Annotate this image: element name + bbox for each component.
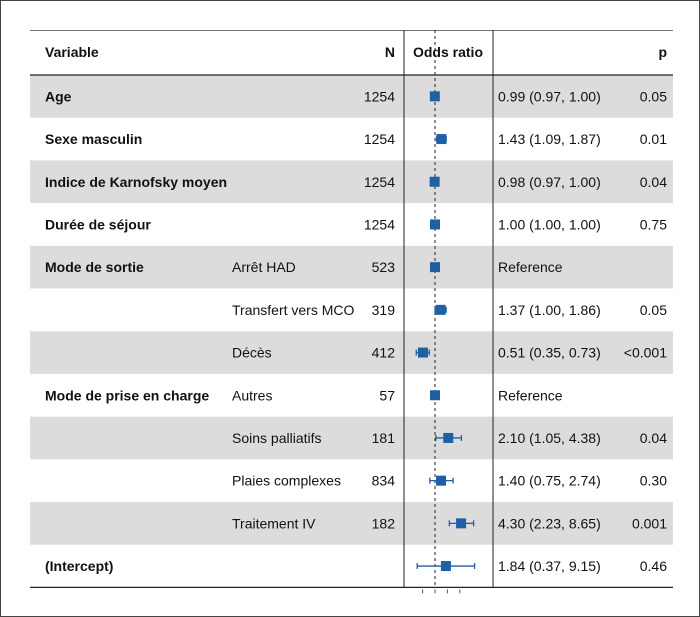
or-ci-text: 1.37 (1.00, 1.86) [498,301,601,318]
n-value: 412 [371,344,395,361]
or-point [441,561,451,571]
n-value: 523 [371,259,395,276]
n-value: 57 [379,387,395,404]
n-value: 182 [371,515,395,532]
n-value: 181 [371,429,395,446]
p-value: 0.01 [639,131,667,148]
level-label: Plaies complexes [232,472,341,489]
level-label: Décès [232,344,272,361]
p-value: 0.30 [639,472,667,489]
n-value: 319 [371,301,395,318]
or-point [430,390,440,400]
or-ci-text: Reference [498,259,563,276]
p-value: <0.001 [623,344,667,361]
or-point [430,91,440,101]
level-label: Traitement IV [232,515,316,532]
variable-label: (Intercept) [45,558,114,575]
n-value: 1254 [363,131,395,148]
or-point [430,177,440,187]
header-n: N [384,44,395,60]
or-point [456,518,466,528]
variable-label: Mode de prise en charge [45,387,210,404]
level-label: Autres [232,387,273,404]
or-ci-text: 0.98 (0.97, 1.00) [498,173,601,190]
p-value: 0.001 [631,515,667,532]
or-ci-text: 4.30 (2.23, 8.65) [498,515,601,532]
or-ci-text: 0.51 (0.35, 0.73) [498,344,601,361]
level-label: Soins palliatifs [232,429,322,446]
variable-label: Sexe masculin [45,131,143,148]
or-ci-text: 2.10 (1.05, 4.38) [498,429,601,446]
or-ci-text: 1.40 (0.75, 2.74) [498,472,601,489]
n-value: 1254 [363,173,395,190]
or-point [418,348,428,358]
header-p: p [658,44,667,60]
or-point [436,134,446,144]
or-ci-text: 1.43 (1.09, 1.87) [498,131,601,148]
p-value: 0.05 [639,88,667,105]
variable-label: Age [45,88,72,105]
header-variable: Variable [45,44,99,60]
or-point [430,219,440,229]
p-value: 0.04 [639,429,667,446]
p-value: 0.04 [639,173,667,190]
forest-plot [30,30,673,610]
level-label: Transfert vers MCO [232,301,355,318]
header-odds-ratio: Odds ratio [412,44,484,60]
or-point [430,262,440,272]
or-ci-text: 1.84 (0.37, 9.15) [498,558,601,575]
n-value: 834 [371,472,395,489]
n-value: 1254 [363,216,395,233]
or-ci-text: 0.99 (0.97, 1.00) [498,88,601,105]
or-ci-text: 1.00 (1.00, 1.00) [498,216,601,233]
p-value: 0.05 [639,301,667,318]
or-point [443,433,453,443]
or-point [436,305,446,315]
p-value: 0.75 [639,216,667,233]
level-label: Arrêt HAD [232,259,296,276]
variable-label: Durée de séjour [45,216,151,233]
variable-label: Mode de sortie [45,259,144,276]
n-value: 1254 [363,88,395,105]
variable-label: Indice de Karnofsky moyen [45,173,228,190]
or-ci-text: Reference [498,387,563,404]
p-value: 0.46 [639,558,667,575]
or-point [436,476,446,486]
